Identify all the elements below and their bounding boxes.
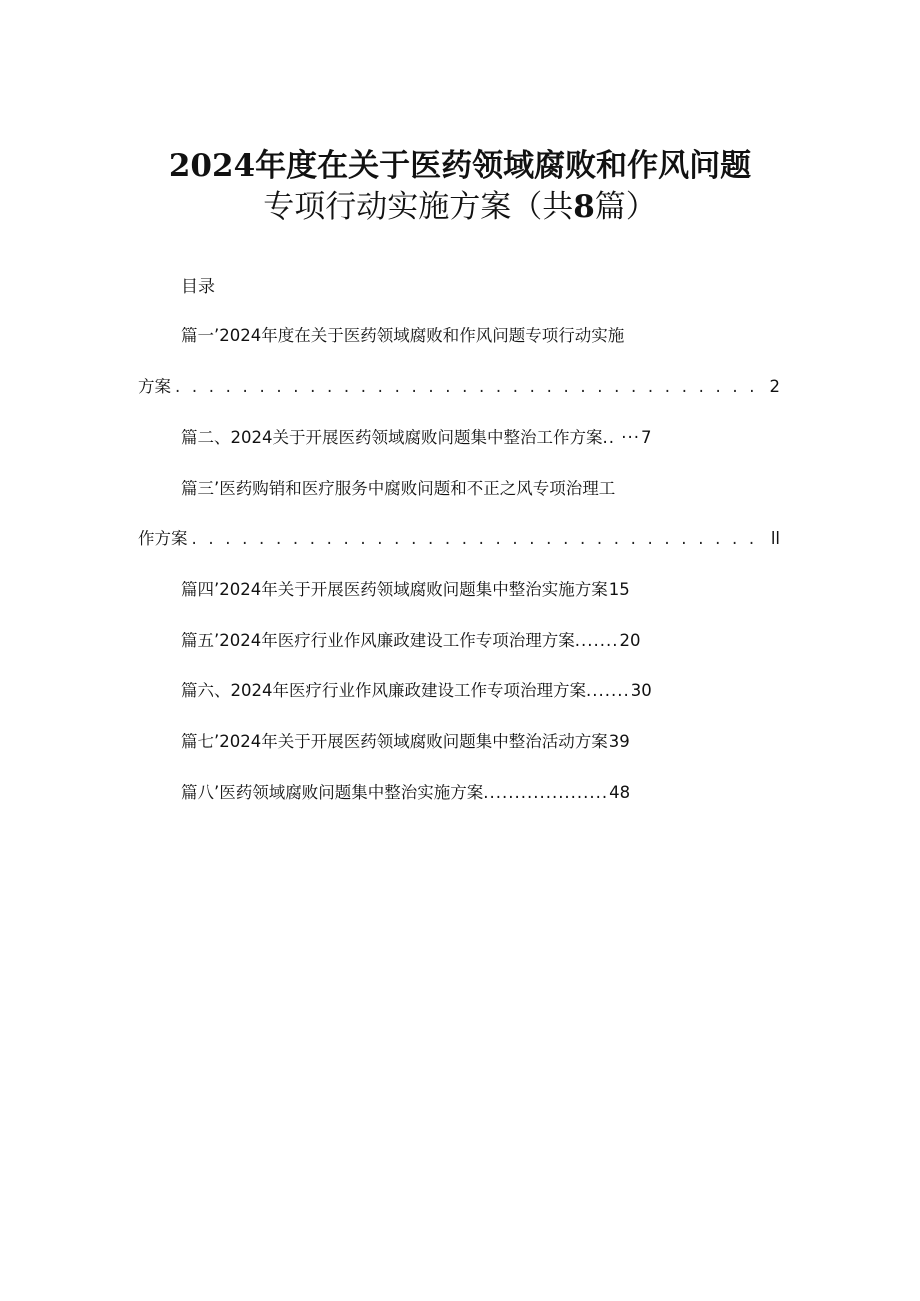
toc-entry-6-leader: ....... — [586, 681, 630, 700]
toc-entry-7-text: 篇七’2024年关于开展医药领域腐败问题集中整治活动方案 — [181, 732, 608, 751]
toc-entry-7[interactable] — [181, 730, 630, 754]
toc-entry-1-continuation: 方案 — [138, 377, 171, 396]
toc-entry-8-text: 篇八’医药领域腐败问题集中整治实施方案 — [181, 783, 484, 802]
toc-heading: 目录 — [181, 277, 215, 297]
toc-entry-2-page: 7 — [640, 428, 652, 447]
toc-entry-4[interactable] — [181, 578, 630, 602]
document-title-line1: 2024年度在关于医药领域腐败和作风问题 — [168, 148, 752, 184]
toc-entry-5-text: 篇五’2024年医疗行业作风廉政建设工作专项治理方案 — [181, 631, 575, 650]
toc-entry-3-line2[interactable] — [138, 527, 780, 551]
title-line2-number: 8 — [573, 189, 595, 225]
toc-entry-5[interactable] — [181, 629, 640, 653]
toc-entry-8-page: 48 — [609, 783, 631, 802]
toc-entry-5-page: 20 — [619, 631, 641, 650]
toc-entry-4-page: 15 — [608, 580, 630, 599]
toc-entry-5-leader: ....... — [574, 631, 619, 650]
toc-entry-6-page: 30 — [630, 681, 652, 700]
toc-entry-3-continuation: 作方案 — [138, 529, 188, 548]
toc-entry-3-page: ll — [770, 529, 780, 548]
toc-entry-1-page: 2 — [769, 377, 780, 396]
toc-entry-1-line2[interactable] — [138, 375, 780, 399]
title-line2-suffix: 篇） — [594, 189, 657, 225]
toc-entry-7-page: 39 — [608, 732, 630, 751]
toc-entry-6[interactable] — [181, 679, 652, 703]
toc-entry-4-text: 篇四’2024年关于开展医药领域腐败问题集中整治实施方案 — [181, 580, 608, 599]
toc-entry-8-leader: .................... — [483, 783, 609, 802]
toc-entry-6-text: 篇六、2024年医疗行业作风廉政建设工作专项治理方案 — [181, 681, 586, 700]
toc-entry-3-leader — [192, 527, 766, 551]
toc-entry-1-line1[interactable]: 篇一’2024年度在关于医药领域腐败和作风问题专项行动实施 — [181, 326, 625, 345]
toc-entry-3-line1[interactable]: 篇三’医药购销和医疗服务中腐败问题和不正之风专项治理工 — [181, 479, 616, 498]
toc-entry-2-text: 篇二、2024关于开展医药领域腐败问题集中整治工作方案 — [181, 428, 603, 447]
title-line2-prefix: 专项行动实施方案（共 — [263, 189, 574, 225]
toc-entry-2-leader: .. ··· — [602, 428, 640, 447]
toc-entry-8[interactable] — [181, 781, 630, 805]
toc-entry-1-leader — [175, 375, 765, 399]
toc-entry-2[interactable] — [181, 426, 651, 450]
document-title-line2 — [0, 181, 920, 226]
